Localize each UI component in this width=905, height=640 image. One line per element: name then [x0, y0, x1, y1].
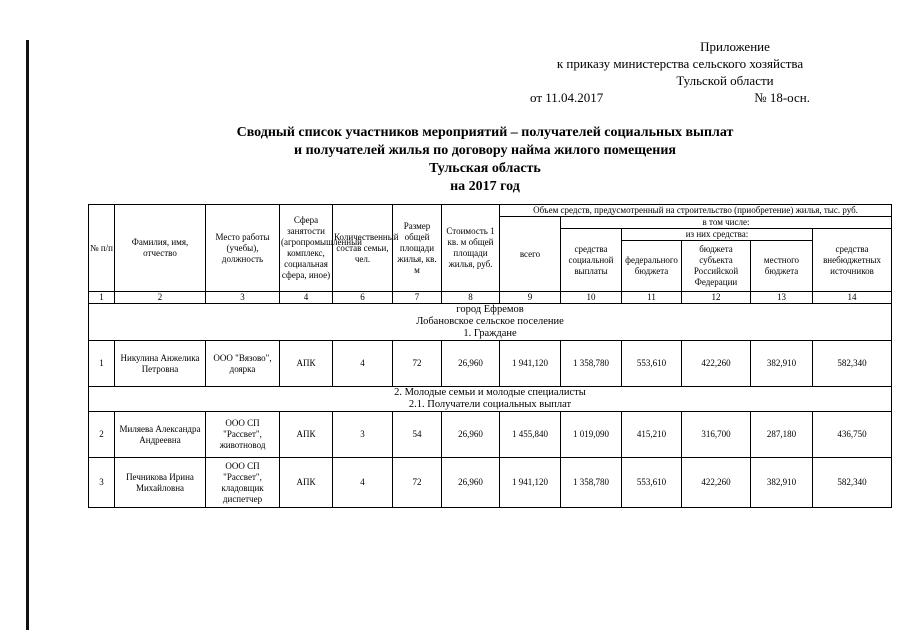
cell-num: 2 — [89, 412, 115, 458]
cell-total: 1 941,120 — [500, 341, 561, 387]
col-number: 3 — [206, 292, 280, 304]
header-row-1 — [89, 205, 892, 217]
header-num: № п/п — [89, 205, 115, 292]
cell-work: ООО СП "Рассвет", кладовщик диспетчер — [206, 458, 280, 508]
cell-federal: 415,210 — [622, 412, 682, 458]
section-city-label: город Ефремов — [456, 304, 524, 315]
header-family: Количественный состав семьи, чел. — [333, 205, 393, 292]
table-row — [89, 458, 892, 508]
header-local: местного бюджета — [751, 241, 813, 292]
col-number: 11 — [622, 292, 682, 304]
appendix-date-number — [530, 89, 830, 106]
cell-area: 54 — [393, 412, 442, 458]
cell-federal: 553,610 — [622, 341, 682, 387]
cell-local: 287,180 — [751, 412, 813, 458]
col-number: 14 — [813, 292, 892, 304]
cell-local: 382,910 — [751, 458, 813, 508]
header-federal: федерального бюджета — [622, 241, 682, 292]
title-line-1: Сводный список участников мероприятий – получателей социальных выплат — [236, 125, 734, 140]
col-number: 13 — [751, 292, 813, 304]
cell-social: 1 358,780 — [561, 458, 622, 508]
cell-area: 72 — [393, 458, 442, 508]
cell-name: Миляева Александра Андреевна — [115, 412, 206, 458]
title-line-3: Тульская область — [429, 161, 541, 176]
cell-area: 72 — [393, 341, 442, 387]
cell-family: 4 — [333, 341, 393, 387]
title-line-2: и получателей жилья по договору найма жилого помещения — [294, 143, 676, 158]
cell-work: ООО СП "Рассвет", животновод — [206, 412, 280, 458]
appendix-block — [530, 38, 830, 106]
header-sphere: Сфера занятости (агропромышленный комплекс, социальная сфера, иное) — [280, 205, 333, 292]
appendix-region: Тульской области — [676, 73, 774, 88]
header-name: Фамилия, имя, отчество — [115, 205, 206, 292]
cell-extra: 582,340 — [813, 458, 892, 508]
col-number: 10 — [561, 292, 622, 304]
cell-subject: 422,260 — [682, 341, 751, 387]
cell-social: 1 019,090 — [561, 412, 622, 458]
col-number: 9 — [500, 292, 561, 304]
header-volume: Объем средств, предусмотренный на строительство (приобретение) жилья, тыс. руб. — [500, 205, 892, 217]
cell-work: ООО "Вязово", доярка — [206, 341, 280, 387]
section-city — [89, 304, 892, 341]
col-number: 4 — [280, 292, 333, 304]
col-number: 8 — [442, 292, 500, 304]
cell-num: 1 — [89, 341, 115, 387]
order-number: № 18-осн. — [754, 90, 810, 105]
header-total: всего — [500, 217, 561, 292]
cell-federal: 553,610 — [622, 458, 682, 508]
column-number-row — [89, 292, 892, 304]
section-row-city — [89, 304, 892, 341]
section-settlement-label: Лобановское сельское поселение — [416, 316, 564, 327]
header-cost: Стоимость 1 кв. м общей площади жилья, руб. — [442, 205, 500, 292]
cell-total: 1 455,840 — [500, 412, 561, 458]
header-extrabudget: средства внебюджетных источников — [813, 229, 892, 292]
cell-sphere: АПК — [280, 412, 333, 458]
col-number: 2 — [115, 292, 206, 304]
section-young — [89, 387, 892, 412]
col-number: 7 — [393, 292, 442, 304]
section-citizens-label: 1. Граждане — [463, 328, 517, 339]
cell-cost: 26,960 — [442, 412, 500, 458]
header-from-them: из них средства: — [622, 229, 813, 241]
cell-total: 1 941,120 — [500, 458, 561, 508]
cell-sphere: АПК — [280, 341, 333, 387]
col-number: 1 — [89, 292, 115, 304]
appendix-heading: Приложение — [700, 39, 770, 54]
col-number: 6 — [333, 292, 393, 304]
cell-subject: 422,260 — [682, 458, 751, 508]
cell-sphere: АПК — [280, 458, 333, 508]
table-row — [89, 341, 892, 387]
cell-extra: 436,750 — [813, 412, 892, 458]
header-subject: бюджета субъекта Российской Федерации — [682, 241, 751, 292]
cell-extra: 582,340 — [813, 341, 892, 387]
cell-social: 1 358,780 — [561, 341, 622, 387]
cell-subject: 316,700 — [682, 412, 751, 458]
cell-cost: 26,960 — [442, 341, 500, 387]
order-date: от 11.04.2017 — [530, 90, 604, 105]
section-recipients-label: 2.1. Получатели социальных выплат — [408, 399, 572, 410]
header-social: средства социальной выплаты — [561, 229, 622, 292]
cell-local: 382,910 — [751, 341, 813, 387]
section-row-young — [89, 387, 892, 412]
scan-edge-line — [26, 40, 29, 630]
cell-cost: 26,960 — [442, 458, 500, 508]
cell-family: 3 — [333, 412, 393, 458]
header-work: Место работы (учебы), должность — [206, 205, 280, 292]
title-line-4: на 2017 год — [450, 179, 520, 194]
section-young-label: 2. Молодые семьи и молодые специалисты — [394, 387, 586, 398]
participants-table — [88, 204, 892, 508]
cell-name: Печникова Ирина Михайловна — [115, 458, 206, 508]
table-row — [89, 412, 892, 458]
cell-num: 3 — [89, 458, 115, 508]
col-number: 12 — [682, 292, 751, 304]
document-title — [150, 124, 820, 196]
cell-family: 4 — [333, 458, 393, 508]
appendix-order-ref: к приказу министерства сельского хозяйства — [556, 56, 804, 71]
header-including: в том числе: — [561, 217, 892, 229]
cell-name: Никулина Анжелика Петровна — [115, 341, 206, 387]
header-area: Размер общей площади жилья, кв. м — [393, 205, 442, 292]
